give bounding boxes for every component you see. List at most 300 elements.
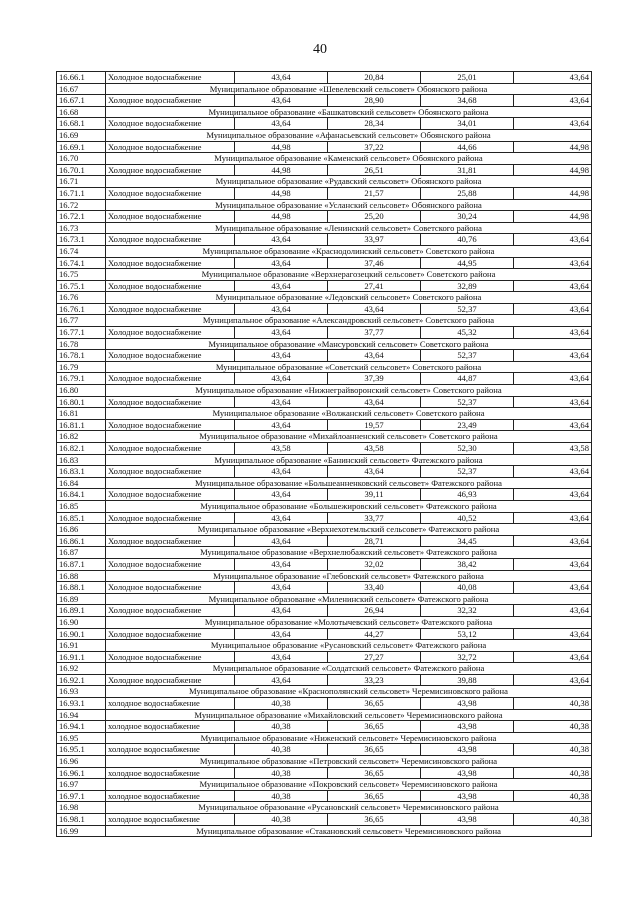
tariff-value-1: 43,64: [235, 95, 328, 107]
municipality-title: Муниципальное образование «Шевелевский сельсовет» Обоянского района: [106, 83, 592, 95]
tariff-value-2: 36,65: [328, 767, 421, 779]
tariff-value-2: 36,65: [328, 698, 421, 710]
tariff-value-3: 43,98: [421, 790, 514, 802]
tariff-value-3: 52,37: [421, 396, 514, 408]
service-name: Холодное водоснабжение: [106, 280, 235, 292]
tariff-value-3: 44,95: [421, 257, 514, 269]
row-number: 16.85.1: [57, 512, 106, 524]
municipality-title: Муниципальное образование «Верхнерагозецкий сельсовет» Советского района: [106, 269, 592, 281]
municipality-heading-row: [57, 315, 592, 327]
row-number: 16.79.1: [57, 373, 106, 385]
row-number: 16.71.1: [57, 187, 106, 199]
tariff-value-4: 44,98: [514, 187, 592, 199]
tariff-row: [57, 373, 592, 385]
service-name: Холодное водоснабжение: [106, 141, 235, 153]
tariff-value-3: 46,93: [421, 489, 514, 501]
tariff-value-2: 27,41: [328, 280, 421, 292]
tariff-value-2: 33,40: [328, 582, 421, 594]
municipality-title: Муниципальное образование «Ледовский сельсовет» Советского района: [106, 292, 592, 304]
tariff-value-1: 40,38: [235, 744, 328, 756]
municipality-heading-row: [57, 616, 592, 628]
tariff-row: [57, 767, 592, 779]
tariff-row: [57, 419, 592, 431]
row-number: 16.73: [57, 222, 106, 234]
row-number: 16.72: [57, 199, 106, 211]
row-number: 16.95: [57, 732, 106, 744]
row-number: 16.96.1: [57, 767, 106, 779]
tariff-value-3: 25,88: [421, 187, 514, 199]
tariff-row: [57, 141, 592, 153]
tariff-value-4: 44,98: [514, 164, 592, 176]
tariff-value-3: 43,98: [421, 698, 514, 710]
tariff-value-2: 21,57: [328, 187, 421, 199]
tariff-row: [57, 443, 592, 455]
row-number: 16.80.1: [57, 396, 106, 408]
tariff-value-1: 43,58: [235, 443, 328, 455]
tariff-value-4: 43,64: [514, 419, 592, 431]
municipality-heading-row: [57, 361, 592, 373]
tariff-value-4: 43,64: [514, 396, 592, 408]
tariff-value-2: 32,02: [328, 558, 421, 570]
tariff-value-1: 43,64: [235, 628, 328, 640]
tariff-row: [57, 187, 592, 199]
tariff-value-3: 52,37: [421, 303, 514, 315]
tariff-row: [57, 790, 592, 802]
tariff-value-3: 43,98: [421, 767, 514, 779]
tariff-value-1: 40,38: [235, 790, 328, 802]
row-number: 16.72.1: [57, 211, 106, 223]
municipality-title: Муниципальное образование «Афанасьевский сельсовет» Обоянского района: [106, 129, 592, 141]
tariff-value-3: 34,01: [421, 118, 514, 130]
tariff-value-1: 40,38: [235, 814, 328, 826]
tariff-value-2: 33,23: [328, 674, 421, 686]
tariff-value-4: 44,98: [514, 211, 592, 223]
tariff-value-4: 43,64: [514, 512, 592, 524]
municipality-title: Муниципальное образование «Большежировский сельсовет» Фатежского района: [106, 500, 592, 512]
tariff-value-3: 40,52: [421, 512, 514, 524]
tariff-value-1: 43,64: [235, 605, 328, 617]
tariff-row: [57, 814, 592, 826]
municipality-title: Муниципальное образование «Ниженский сельсовет» Черемисиновского района: [106, 732, 592, 744]
row-number: 16.69: [57, 129, 106, 141]
tariff-value-2: 36,65: [328, 721, 421, 733]
tariff-value-4: 43,64: [514, 72, 592, 84]
row-number: 16.73.1: [57, 234, 106, 246]
municipality-title: Муниципальное образование «Покровский сельсовет» Черемисиновского района: [106, 779, 592, 791]
tariff-row: [57, 558, 592, 570]
tariff-value-2: 28,34: [328, 118, 421, 130]
row-number: 16.90: [57, 616, 106, 628]
row-number: 16.97.1: [57, 790, 106, 802]
tariff-value-3: 31,81: [421, 164, 514, 176]
municipality-heading-row: [57, 408, 592, 420]
service-name: холодное водоснабжение: [106, 814, 235, 826]
tariff-row: [57, 257, 592, 269]
row-number: 16.75: [57, 269, 106, 281]
row-number: 16.74: [57, 245, 106, 257]
municipality-heading-row: [57, 570, 592, 582]
row-number: 16.99: [57, 825, 106, 837]
tariff-value-4: 40,38: [514, 744, 592, 756]
service-name: Холодное водоснабжение: [106, 512, 235, 524]
row-number: 16.93: [57, 686, 106, 698]
tariff-value-2: 28,90: [328, 95, 421, 107]
municipality-heading-row: [57, 129, 592, 141]
municipality-title: Муниципальное образование «Русановский сельсовет» Фатежского района: [106, 640, 592, 652]
tariff-value-4: 40,38: [514, 790, 592, 802]
municipality-heading-row: [57, 106, 592, 118]
service-name: Холодное водоснабжение: [106, 674, 235, 686]
tariff-value-3: 23,49: [421, 419, 514, 431]
tariff-value-4: 43,64: [514, 674, 592, 686]
service-name: Холодное водоснабжение: [106, 466, 235, 478]
municipality-title: Муниципальное образование «Глебовский сельсовет» Фатежского района: [106, 570, 592, 582]
tariff-value-4: 43,64: [514, 234, 592, 246]
municipality-title: Муниципальное образование «Ленинский сельсовет» Советского района: [106, 222, 592, 234]
tariff-value-4: 43,64: [514, 327, 592, 339]
tariff-value-2: 37,46: [328, 257, 421, 269]
row-number: 16.90.1: [57, 628, 106, 640]
municipality-title: Муниципальное образование «Краснодолинский сельсовет» Советского района: [106, 245, 592, 257]
tariff-row: [57, 489, 592, 501]
service-name: Холодное водоснабжение: [106, 489, 235, 501]
tariff-value-4: 43,64: [514, 628, 592, 640]
municipality-heading-row: [57, 83, 592, 95]
row-number: 16.91.1: [57, 651, 106, 663]
municipality-title: Муниципальное образование «Молотычевский сельсовет» Фатежского района: [106, 616, 592, 628]
tariff-row: [57, 234, 592, 246]
tariff-value-3: 40,76: [421, 234, 514, 246]
row-number: 16.70: [57, 153, 106, 165]
tariff-value-4: 43,64: [514, 489, 592, 501]
row-number: 16.94.1: [57, 721, 106, 733]
row-number: 16.75.1: [57, 280, 106, 292]
municipality-heading-row: [57, 686, 592, 698]
tariff-value-4: 44,98: [514, 141, 592, 153]
municipality-title: Муниципальное образование «Верхнехотемльский сельсовет» Фатежского района: [106, 524, 592, 536]
row-number: 16.95.1: [57, 744, 106, 756]
tariff-value-4: 43,64: [514, 605, 592, 617]
service-name: холодное водоснабжение: [106, 744, 235, 756]
tariff-row: [57, 327, 592, 339]
row-number: 16.96: [57, 756, 106, 768]
tariff-row: [57, 211, 592, 223]
tariff-value-1: 43,64: [235, 373, 328, 385]
tariff-value-1: 43,64: [235, 419, 328, 431]
tariff-row: [57, 674, 592, 686]
municipality-heading-row: [57, 454, 592, 466]
tariff-row: [57, 466, 592, 478]
tariff-value-1: 44,98: [235, 164, 328, 176]
tariff-value-1: 43,64: [235, 558, 328, 570]
municipality-title: Муниципальное образование «Усланский сельсовет» Обоянского района: [106, 199, 592, 211]
tariff-row: [57, 605, 592, 617]
tariff-value-1: 43,64: [235, 257, 328, 269]
tariff-row: [57, 72, 592, 84]
tariff-value-2: 37,39: [328, 373, 421, 385]
municipality-title: Муниципальное образование «Волжанский сельсовет» Советского района: [106, 408, 592, 420]
tariff-value-4: 43,64: [514, 651, 592, 663]
row-number: 16.84.1: [57, 489, 106, 501]
municipality-title: Муниципальное образование «Нижнеграйворонский сельсовет» Советского района: [106, 385, 592, 397]
municipality-heading-row: [57, 802, 592, 814]
tariff-value-2: 33,77: [328, 512, 421, 524]
tariff-value-3: 44,87: [421, 373, 514, 385]
municipality-title: Муниципальное образование «Башкатовский сельсовет» Обоянского района: [106, 106, 592, 118]
tariff-value-2: 28,71: [328, 535, 421, 547]
tariff-value-3: 38,42: [421, 558, 514, 570]
row-number: 16.88: [57, 570, 106, 582]
municipality-heading-row: [57, 385, 592, 397]
municipality-heading-row: [57, 153, 592, 165]
municipality-heading-row: [57, 524, 592, 536]
tariff-row: [57, 303, 592, 315]
municipality-heading-row: [57, 779, 592, 791]
tariff-value-3: 39,88: [421, 674, 514, 686]
tariff-value-4: 43,64: [514, 466, 592, 478]
row-number: 16.80: [57, 385, 106, 397]
tariff-value-2: 43,64: [328, 396, 421, 408]
tariff-value-4: 43,64: [514, 257, 592, 269]
tariff-value-3: 43,98: [421, 814, 514, 826]
municipality-title: Муниципальное образование «Каменский сельсовет» Обоянского района: [106, 153, 592, 165]
tariff-value-2: 44,27: [328, 628, 421, 640]
tariff-row: [57, 698, 592, 710]
tariff-value-1: 43,64: [235, 512, 328, 524]
tariff-value-1: 44,98: [235, 141, 328, 153]
tariff-value-1: 43,64: [235, 303, 328, 315]
tariff-value-1: 43,64: [235, 466, 328, 478]
row-number: 16.87: [57, 547, 106, 559]
tariff-value-4: 43,64: [514, 582, 592, 594]
municipality-title: Муниципальное образование «Мансуровский сельсовет» Советского района: [106, 338, 592, 350]
row-number: 16.89.1: [57, 605, 106, 617]
tariff-value-1: 43,64: [235, 582, 328, 594]
tariff-value-1: 43,64: [235, 234, 328, 246]
row-number: 16.93.1: [57, 698, 106, 710]
row-number: 16.82: [57, 431, 106, 443]
municipality-title: Муниципальное образование «Михайловский сельсовет» Черемисиновского района: [106, 709, 592, 721]
tariff-table: [56, 71, 592, 837]
tariff-value-4: 43,64: [514, 303, 592, 315]
row-number: 16.94: [57, 709, 106, 721]
tariff-value-3: 34,68: [421, 95, 514, 107]
tariff-value-4: 43,64: [514, 535, 592, 547]
tariff-row: [57, 350, 592, 362]
municipality-title: Муниципальное образование «Петровский сельсовет» Черемисиновского района: [106, 756, 592, 768]
service-name: Холодное водоснабжение: [106, 234, 235, 246]
tariff-value-2: 43,64: [328, 303, 421, 315]
row-number: 16.89: [57, 593, 106, 605]
row-number: 16.86.1: [57, 535, 106, 547]
tariff-value-1: 43,64: [235, 396, 328, 408]
service-name: Холодное водоснабжение: [106, 211, 235, 223]
service-name: холодное водоснабжение: [106, 721, 235, 733]
municipality-title: Муниципальное образование «Краснополянский сельсовет» Черемисиновского района: [106, 686, 592, 698]
municipality-title: Муниципальное образование «Банинский сельсовет» Фатежского района: [106, 454, 592, 466]
row-number: 16.97: [57, 779, 106, 791]
row-number: 16.67: [57, 83, 106, 95]
service-name: Холодное водоснабжение: [106, 419, 235, 431]
row-number: 16.77.1: [57, 327, 106, 339]
service-name: Холодное водоснабжение: [106, 443, 235, 455]
row-number: 16.70.1: [57, 164, 106, 176]
tariff-value-2: 37,22: [328, 141, 421, 153]
municipality-heading-row: [57, 547, 592, 559]
tariff-table-body: [57, 72, 592, 837]
row-number: 16.84: [57, 477, 106, 489]
service-name: Холодное водоснабжение: [106, 164, 235, 176]
tariff-value-1: 40,38: [235, 767, 328, 779]
tariff-row: [57, 582, 592, 594]
tariff-value-4: 40,38: [514, 721, 592, 733]
service-name: Холодное водоснабжение: [106, 72, 235, 84]
tariff-value-1: 44,98: [235, 211, 328, 223]
municipality-heading-row: [57, 500, 592, 512]
row-number: 16.88.1: [57, 582, 106, 594]
service-name: Холодное водоснабжение: [106, 373, 235, 385]
tariff-value-4: 40,38: [514, 814, 592, 826]
municipality-heading-row: [57, 756, 592, 768]
tariff-value-1: 43,64: [235, 350, 328, 362]
tariff-value-2: 43,64: [328, 350, 421, 362]
row-number: 16.81: [57, 408, 106, 420]
tariff-value-4: 43,64: [514, 118, 592, 130]
tariff-value-4: 43,64: [514, 280, 592, 292]
tariff-value-1: 43,64: [235, 651, 328, 663]
tariff-value-4: 43,58: [514, 443, 592, 455]
tariff-value-3: 40,08: [421, 582, 514, 594]
municipality-heading-row: [57, 709, 592, 721]
tariff-value-3: 32,89: [421, 280, 514, 292]
municipality-title: Муниципальное образование «Миленинский сельсовет» Фатежского района: [106, 593, 592, 605]
tariff-value-3: 52,37: [421, 350, 514, 362]
tariff-row: [57, 164, 592, 176]
service-name: Холодное водоснабжение: [106, 187, 235, 199]
service-name: холодное водоснабжение: [106, 767, 235, 779]
tariff-row: [57, 396, 592, 408]
tariff-value-3: 32,72: [421, 651, 514, 663]
row-number: 16.81.1: [57, 419, 106, 431]
municipality-heading-row: [57, 825, 592, 837]
service-name: Холодное водоснабжение: [106, 118, 235, 130]
service-name: холодное водоснабжение: [106, 790, 235, 802]
service-name: Холодное водоснабжение: [106, 257, 235, 269]
tariff-row: [57, 512, 592, 524]
row-number: 16.83: [57, 454, 106, 466]
municipality-heading-row: [57, 338, 592, 350]
tariff-value-2: 43,64: [328, 466, 421, 478]
municipality-title: Муниципальное образование «Александровский сельсовет» Советского района: [106, 315, 592, 327]
service-name: Холодное водоснабжение: [106, 605, 235, 617]
service-name: Холодное водоснабжение: [106, 558, 235, 570]
tariff-value-3: 53,12: [421, 628, 514, 640]
service-name: Холодное водоснабжение: [106, 396, 235, 408]
tariff-value-1: 43,64: [235, 489, 328, 501]
row-number: 16.74.1: [57, 257, 106, 269]
tariff-row: [57, 280, 592, 292]
tariff-value-4: 40,38: [514, 767, 592, 779]
row-number: 16.85: [57, 500, 106, 512]
tariff-value-2: 43,58: [328, 443, 421, 455]
service-name: Холодное водоснабжение: [106, 95, 235, 107]
tariff-row: [57, 721, 592, 733]
row-number: 16.69.1: [57, 141, 106, 153]
municipality-title: Муниципальное образование «Рудавский сельсовет» Обоянского района: [106, 176, 592, 188]
row-number: 16.76.1: [57, 303, 106, 315]
municipality-heading-row: [57, 199, 592, 211]
row-number: 16.82.1: [57, 443, 106, 455]
municipality-heading-row: [57, 222, 592, 234]
tariff-value-1: 43,64: [235, 674, 328, 686]
row-number: 16.67.1: [57, 95, 106, 107]
tariff-value-3: 52,37: [421, 466, 514, 478]
tariff-row: [57, 535, 592, 547]
row-number: 16.83.1: [57, 466, 106, 478]
row-number: 16.91: [57, 640, 106, 652]
tariff-value-2: 39,11: [328, 489, 421, 501]
tariff-value-4: 43,64: [514, 558, 592, 570]
service-name: Холодное водоснабжение: [106, 327, 235, 339]
tariff-value-3: 34,45: [421, 535, 514, 547]
tariff-value-2: 26,94: [328, 605, 421, 617]
row-number: 16.86: [57, 524, 106, 536]
row-number: 16.87.1: [57, 558, 106, 570]
service-name: Холодное водоснабжение: [106, 628, 235, 640]
municipality-title: Муниципальное образование «Советский сельсовет» Советского района: [106, 361, 592, 373]
municipality-heading-row: [57, 245, 592, 257]
tariff-value-2: 37,77: [328, 327, 421, 339]
service-name: Холодное водоснабжение: [106, 651, 235, 663]
tariff-value-1: 43,64: [235, 535, 328, 547]
row-number: 16.66.1: [57, 72, 106, 84]
row-number: 16.78.1: [57, 350, 106, 362]
tariff-value-2: 27,27: [328, 651, 421, 663]
tariff-value-4: 43,64: [514, 373, 592, 385]
tariff-value-1: 40,38: [235, 698, 328, 710]
row-number: 16.98.1: [57, 814, 106, 826]
row-number: 16.92: [57, 663, 106, 675]
tariff-value-2: 20,84: [328, 72, 421, 84]
row-number: 16.78: [57, 338, 106, 350]
tariff-row: [57, 95, 592, 107]
tariff-value-2: 36,65: [328, 790, 421, 802]
municipality-heading-row: [57, 477, 592, 489]
tariff-value-4: 43,64: [514, 95, 592, 107]
tariff-value-3: 52,30: [421, 443, 514, 455]
page-number: 40: [313, 42, 327, 57]
tariff-value-1: 40,38: [235, 721, 328, 733]
row-number: 16.79: [57, 361, 106, 373]
municipality-heading-row: [57, 176, 592, 188]
municipality-title: Муниципальное образование «Верхнелюбажский сельсовет» Фатежского района: [106, 547, 592, 559]
tariff-value-3: 43,98: [421, 721, 514, 733]
municipality-heading-row: [57, 292, 592, 304]
tariff-value-3: 30,24: [421, 211, 514, 223]
row-number: 16.98: [57, 802, 106, 814]
municipality-title: Муниципальное образование «Михайлоанненский сельсовет» Советского района: [106, 431, 592, 443]
service-name: Холодное водоснабжение: [106, 350, 235, 362]
municipality-title: Муниципальное образование «Большеанненковский сельсовет» Фатежского района: [106, 477, 592, 489]
tariff-value-4: 40,38: [514, 698, 592, 710]
row-number: 16.68.1: [57, 118, 106, 130]
row-number: 16.71: [57, 176, 106, 188]
tariff-value-2: 19,57: [328, 419, 421, 431]
tariff-row: [57, 744, 592, 756]
service-name: Холодное водоснабжение: [106, 582, 235, 594]
municipality-title: Муниципальное образование «Русановский сельсовет» Черемисиновского района: [106, 802, 592, 814]
municipality-heading-row: [57, 431, 592, 443]
